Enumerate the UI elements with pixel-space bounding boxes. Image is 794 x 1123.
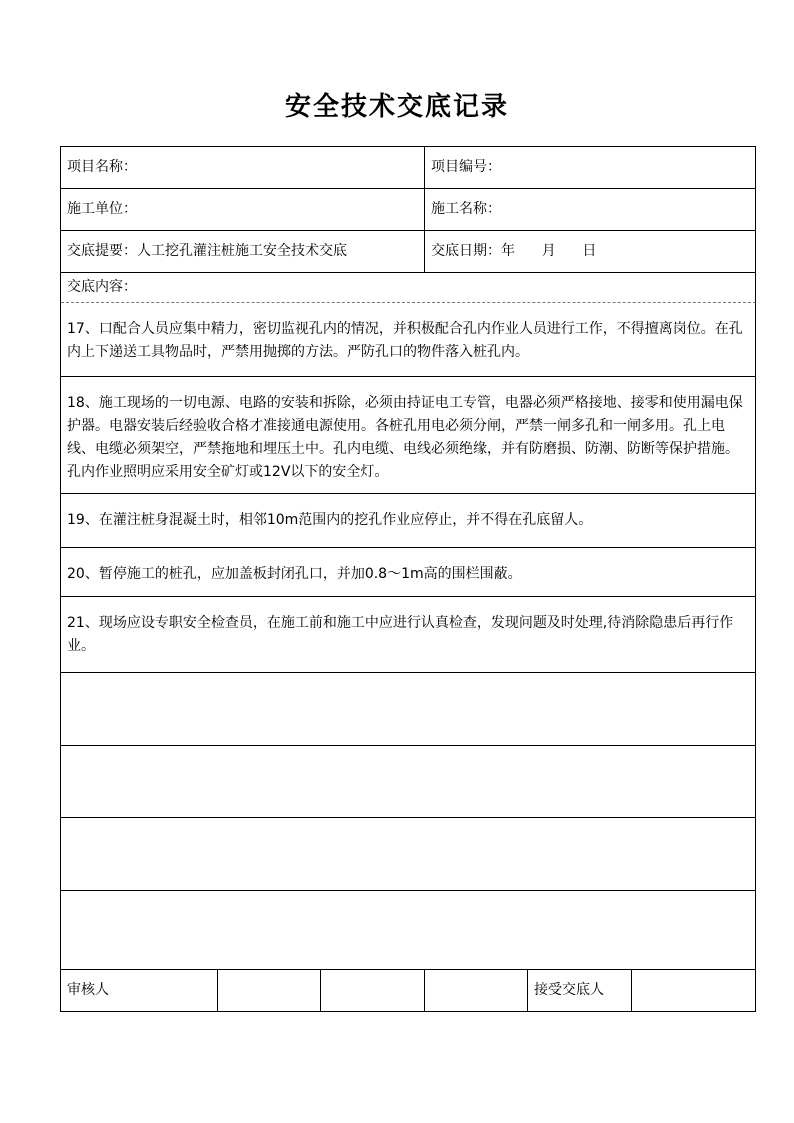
content-item-row (61, 377, 756, 494)
blank-row (61, 818, 756, 891)
date-cell: 交底日期：年 月 日 (424, 231, 755, 272)
receiver-label: 接受交底人 (527, 970, 631, 1011)
disclosure-table (60, 146, 756, 1012)
row-construction (61, 189, 756, 231)
content-item-21: 21、现场应设专职安全检查员，在施工前和施工中应进行认真检查，发现问题及时处理,待消除隐患后再行作业。 (67, 615, 734, 654)
reviewer-label: 审核人 (67, 982, 109, 998)
construction-name-cell: 施工名称： (424, 189, 755, 230)
project-name-cell: 项目名称： (67, 159, 137, 175)
content-label: 交底内容： (67, 279, 137, 295)
content-header-row (61, 273, 756, 303)
signature-row (61, 970, 756, 1012)
blank-row (61, 891, 756, 970)
blank-row (61, 746, 756, 818)
content-item-row (61, 597, 756, 673)
content-item-row (61, 548, 756, 597)
row-summary (61, 231, 756, 273)
content-item-20: 20、暂停施工的桩孔，应加盖板封闭孔口，并加0.8～1m高的围栏围蔽。 (67, 566, 522, 582)
reviewer-signature-field-2[interactable] (320, 970, 424, 1011)
blank-row (61, 673, 756, 746)
content-item-18: 18、施工现场的一切电源、电路的安装和拆除，必须由持证电工专管，电器必须严格接地、接零和使用漏电保护器。电器安装后经验收合格才准接通电源使用。各桩孔用电必须分闸，严禁一闸多孔和一闸多用。孔上电线、电缆必须架空，严禁拖地和埋压土中。孔内电缆、电线必须绝缘，并有防磨损、防潮、防断等保护措施。孔内作业照明应采用安全矿灯或12V以下的安全灯。 (67, 395, 743, 480)
content-item-row (61, 494, 756, 548)
content-item-row (61, 303, 756, 377)
reviewer-signature-field-3[interactable] (424, 970, 527, 1011)
summary-cell: 交底提要：人工挖孔灌注桩施工安全技术交底 (67, 243, 347, 259)
receiver-signature-field[interactable] (631, 970, 755, 1011)
reviewer-signature-field-1[interactable] (217, 970, 320, 1011)
content-item-17: 17、口配合人员应集中精力，密切监视孔内的情况，并积极配合孔内作业人员进行工作，不得擅离岗位。在孔内上下递送工具物品时，严禁用抛掷的方法。严防孔口的物件落入桩孔内。 (67, 321, 743, 360)
content-item-19: 19、在灌注桩身混凝土时，相邻10m范围内的挖孔作业应停止，并不得在孔底留人。 (67, 512, 593, 528)
project-number-cell: 项目编号： (424, 147, 755, 188)
document-title: 安全技术交底记录 (284, 92, 509, 122)
row-project (61, 147, 756, 189)
construction-unit-cell: 施工单位： (67, 201, 137, 217)
